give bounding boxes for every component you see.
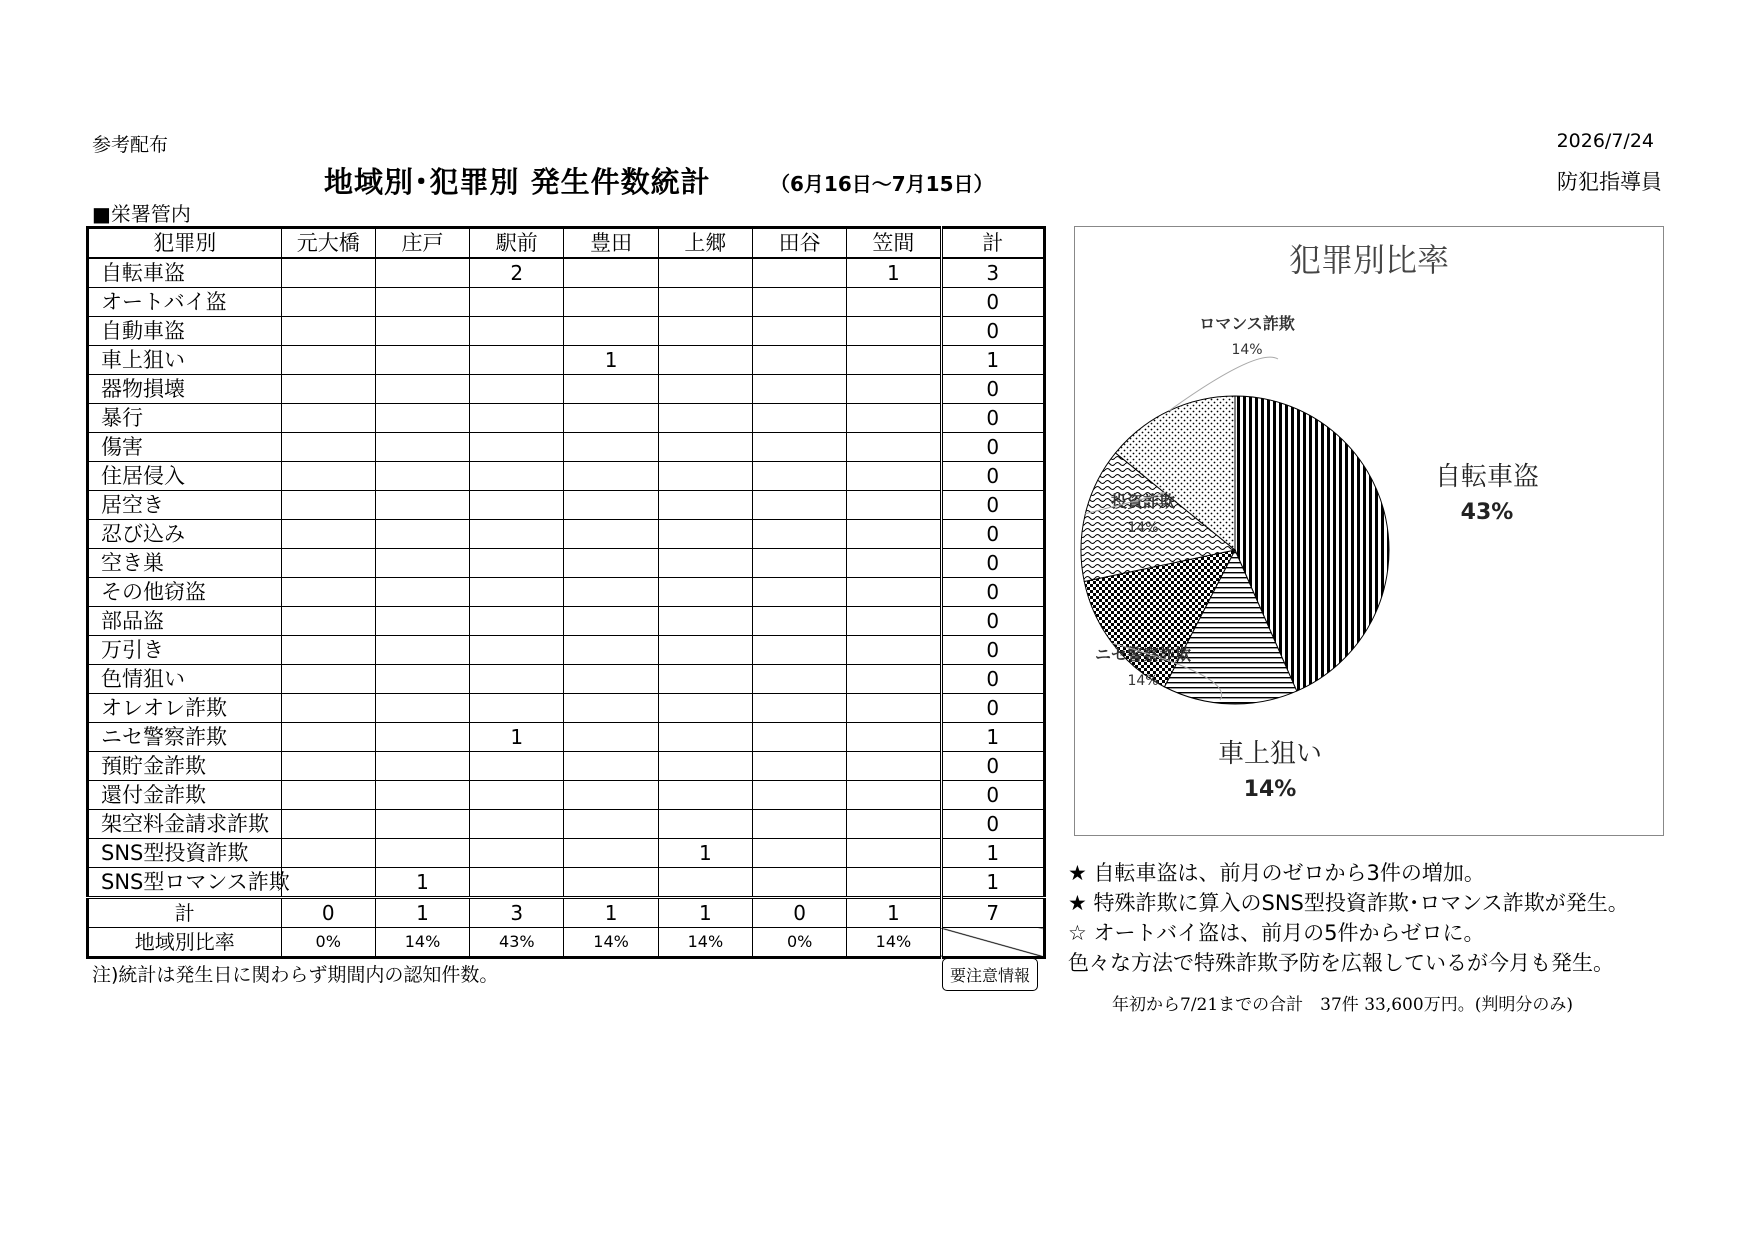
column-header: 田谷 [753,228,847,259]
table-cell [753,607,847,636]
table-cell: 0% [753,928,847,958]
crime-type-label: 色情狙い [88,665,282,694]
table-cell: 14% [375,928,469,958]
alert-badge: 要注意情報 [942,958,1038,991]
row-total: 3 [941,258,1044,288]
table-cell [470,520,564,549]
table-cell [470,433,564,462]
pie-label: 投資詐欺 [1110,492,1176,511]
crime-type-label: 還付金詐欺 [88,781,282,810]
table-cell [375,375,469,404]
table-cell [658,549,752,578]
table-cell [375,346,469,375]
table-cell [375,752,469,781]
table-cell: 14% [847,928,941,958]
row-total: 0 [941,520,1044,549]
distribution-label: 参考配布 [92,134,169,156]
table-cell [753,868,847,898]
pie-label: 自転車盗 [1435,462,1540,492]
column-header: 豊田 [564,228,658,259]
crime-type-label: 空き巣 [88,549,282,578]
crime-type-label: 預貯金詐欺 [88,752,282,781]
table-cell [658,462,752,491]
table-cell [375,839,469,868]
table-cell [470,665,564,694]
crime-type-label: 居空き [88,491,282,520]
table-cell [847,810,941,839]
table-cell [564,636,658,665]
crime-type-label: SNS型投資詐欺 [88,839,282,868]
crime-type-label: ニセ警察詐欺 [88,723,282,752]
table-cell [847,288,941,317]
table-cell [564,433,658,462]
pie-label: ニセ警察詐欺 [1094,645,1192,664]
crime-type-label: 忍び込み [88,520,282,549]
row-total: 0 [941,317,1044,346]
table-cell [753,462,847,491]
table-cell [753,491,847,520]
table-cell [753,665,847,694]
table-cell [470,781,564,810]
table-cell [658,810,752,839]
row-total: 0 [941,752,1044,781]
table-cell [564,781,658,810]
table-cell [375,636,469,665]
table-cell [847,549,941,578]
table-cell [375,462,469,491]
author-label: 防犯指導員 [1557,170,1662,194]
table-cell [281,462,375,491]
table-cell: 2 [470,258,564,288]
table-cell [564,520,658,549]
table-row [88,694,1045,723]
table-cell [847,665,941,694]
table-cell [564,317,658,346]
table-cell [281,520,375,549]
column-header: 庄戸 [375,228,469,259]
table-cell [753,258,847,288]
table-cell [753,346,847,375]
table-cell [847,607,941,636]
table-cell [281,375,375,404]
crime-type-label: 自動車盗 [88,317,282,346]
table-cell [847,520,941,549]
table-cell [281,781,375,810]
diagonal-cell [941,928,1044,958]
table-cell [564,491,658,520]
table-cell [470,375,564,404]
table-cell [564,723,658,752]
summary-item: ☆ オートバイ盗は、前月の5件からゼロに。 [1068,921,1485,945]
crime-type-label: 車上狙い [88,346,282,375]
table-cell [375,607,469,636]
table-cell [281,752,375,781]
pie-percent-label: 14% [1127,673,1159,689]
table-row [88,346,1045,375]
totals-row [88,898,1045,928]
table-cell [281,404,375,433]
table-cell: 1 [847,898,941,928]
pie-label: ロマンス詐欺 [1199,314,1295,333]
table-cell [564,258,658,288]
table-cell [753,549,847,578]
table-cell [658,433,752,462]
pie-chart-frame [1074,226,1664,836]
table-cell [281,288,375,317]
table-cell: 14% [658,928,752,958]
table-cell [375,491,469,520]
pie-percent-label: 14% [1243,777,1297,802]
column-header: 元大橋 [281,228,375,259]
table-cell [470,810,564,839]
table-row [88,288,1045,317]
table-cell [375,549,469,578]
column-header: 犯罪別 [88,228,282,259]
pie-label: 車上狙い [1217,739,1323,769]
crime-type-label: 器物損壊 [88,375,282,404]
row-total: 0 [941,549,1044,578]
table-cell [281,491,375,520]
table-cell [375,810,469,839]
row-total: 0 [941,694,1044,723]
table-row [88,781,1045,810]
table-cell [564,462,658,491]
table-cell [470,462,564,491]
table-cell [847,636,941,665]
table-cell [847,868,941,898]
table-cell [658,404,752,433]
table-row [88,317,1045,346]
table-cell [281,433,375,462]
table-cell [847,694,941,723]
row-total: 0 [941,462,1044,491]
table-cell [470,636,564,665]
table-cell [847,375,941,404]
table-cell [470,694,564,723]
table-row [88,636,1045,665]
totals-label: 計 [88,898,282,928]
table-cell: 1 [564,898,658,928]
table-cell [658,578,752,607]
crime-type-label: 架空料金請求詐欺 [88,810,282,839]
table-cell [658,607,752,636]
table-cell: 1 [847,258,941,288]
table-cell [847,404,941,433]
table-cell [564,288,658,317]
table-cell: 1 [375,868,469,898]
table-cell [847,752,941,781]
chart-title: 犯罪別比率 [1288,241,1450,279]
column-header: 駅前 [470,228,564,259]
row-total: 0 [941,375,1044,404]
table-cell [753,636,847,665]
table-cell [753,723,847,752]
table-cell [281,258,375,288]
table-cell [658,520,752,549]
report-date: 2026/7/24 [1556,130,1654,152]
table-cell [281,665,375,694]
table-cell [753,520,847,549]
row-total: 1 [941,868,1044,898]
table-cell [375,404,469,433]
crime-type-label: 傷害 [88,433,282,462]
table-cell [281,607,375,636]
table-cell [847,781,941,810]
table-row [88,491,1045,520]
table-cell [847,491,941,520]
table-row [88,810,1045,839]
row-total: 0 [941,636,1044,665]
table-cell [564,607,658,636]
table-cell [753,404,847,433]
table-header-row [88,228,1045,259]
table-cell [658,868,752,898]
table-cell [753,781,847,810]
table-cell [753,288,847,317]
table-cell [658,694,752,723]
table-cell [658,375,752,404]
row-total: 0 [941,491,1044,520]
pie-percent-label: 43% [1460,500,1514,525]
table-cell [281,346,375,375]
table-cell [658,491,752,520]
table-cell [281,694,375,723]
table-cell [470,346,564,375]
table-cell [753,375,847,404]
table-cell [658,636,752,665]
table-cell [847,433,941,462]
table-cell [375,694,469,723]
table-cell: 43% [470,928,564,958]
row-total: 1 [941,723,1044,752]
table-cell [658,317,752,346]
table-row [88,549,1045,578]
table-cell [281,868,375,898]
column-header: 計 [941,228,1044,259]
table-cell [470,752,564,781]
table-cell [470,868,564,898]
table-cell [470,491,564,520]
crime-stats-table [86,226,1046,959]
table-row [88,433,1045,462]
table-row [88,375,1045,404]
table-cell [470,317,564,346]
page-title: 地域別･犯罪別 発生件数統計 [324,165,711,199]
table-cell: 0 [281,898,375,928]
table-cell [375,520,469,549]
table-row [88,258,1045,288]
ytd-total-note: 年初から7/21までの合計 37件 33,600万円。(判明分のみ) [1112,995,1573,1015]
table-cell [375,288,469,317]
summary-notes [1068,858,1629,978]
crime-type-label: オレオレ詐欺 [88,694,282,723]
table-cell [658,346,752,375]
table-cell [753,317,847,346]
table-row [88,578,1045,607]
table-cell [658,288,752,317]
crime-type-label: SNS型ロマンス詐欺 [88,868,282,898]
table-cell [753,839,847,868]
table-cell [753,578,847,607]
table-row [88,868,1045,898]
row-total: 0 [941,665,1044,694]
table-cell [658,258,752,288]
row-total: 0 [941,433,1044,462]
row-total: 0 [941,607,1044,636]
table-cell [375,317,469,346]
table-cell [375,258,469,288]
ratio-label: 地域別比率 [88,928,282,958]
table-cell [847,839,941,868]
table-cell [753,433,847,462]
grand-total: 7 [941,898,1044,928]
table-cell [281,549,375,578]
table-cell [281,839,375,868]
table-cell [564,404,658,433]
table-row [88,520,1045,549]
row-total: 0 [941,288,1044,317]
table-cell [847,578,941,607]
table-cell [375,781,469,810]
summary-item: ★ 特殊詐欺に算入のSNS型投資詐欺･ロマンス詐欺が発生。 [1068,891,1629,915]
table-cell: 1 [564,346,658,375]
table-cell [847,346,941,375]
table-cell: 1 [658,839,752,868]
table-cell [375,433,469,462]
crime-type-label: その他窃盗 [88,578,282,607]
table-cell [658,665,752,694]
crime-type-label: 万引き [88,636,282,665]
area-label: ■栄署管内 [92,202,191,226]
table-cell [753,810,847,839]
table-cell [375,665,469,694]
pie-percent-label: 14% [1127,520,1159,536]
ratio-row [88,928,1045,958]
row-total: 1 [941,346,1044,375]
row-total: 1 [941,839,1044,868]
table-cell: 1 [658,898,752,928]
table-cell: 14% [564,928,658,958]
row-total: 0 [941,781,1044,810]
pie-chart [1075,227,1663,835]
table-cell [470,839,564,868]
summary-item: ★ 自転車盗は、前月のゼロから3件の増加。 [1068,861,1485,885]
table-cell [658,723,752,752]
crime-type-label: 暴行 [88,404,282,433]
pie-percent-label: 14% [1231,342,1263,358]
table-cell [564,839,658,868]
crime-type-label: オートバイ盗 [88,288,282,317]
crime-type-label: 自転車盗 [88,258,282,288]
row-total: 0 [941,404,1044,433]
table-cell: 0% [281,928,375,958]
table-cell: 3 [470,898,564,928]
table-cell [470,578,564,607]
table-cell [564,375,658,404]
table-cell [470,288,564,317]
table-row [88,404,1045,433]
crime-type-label: 住居侵入 [88,462,282,491]
table-cell: 1 [470,723,564,752]
table-cell [564,549,658,578]
table-cell [564,694,658,723]
table-row [88,665,1045,694]
row-total: 0 [941,810,1044,839]
table-cell [281,636,375,665]
table-cell [564,752,658,781]
table-cell [847,723,941,752]
table-row [88,752,1045,781]
table-row [88,462,1045,491]
table-cell: 1 [375,898,469,928]
column-header: 笠間 [847,228,941,259]
table-row [88,607,1045,636]
row-total: 0 [941,578,1044,607]
table-cell [281,810,375,839]
table-cell [753,694,847,723]
table-cell [375,723,469,752]
table-cell [658,781,752,810]
summary-item: 色々な方法で特殊詐欺予防を広報しているが今月も発生。 [1068,951,1614,975]
table-cell [847,462,941,491]
table-cell [281,317,375,346]
table-cell: 0 [753,898,847,928]
crime-type-label: 部品盗 [88,607,282,636]
table-cell [753,752,847,781]
table-cell [564,665,658,694]
table-cell [470,404,564,433]
table-cell [281,578,375,607]
table-cell [470,607,564,636]
table-cell [281,723,375,752]
table-row [88,723,1045,752]
table-cell [847,317,941,346]
table-cell [564,578,658,607]
table-cell [564,868,658,898]
table-cell [375,578,469,607]
table-cell [470,549,564,578]
footnote: 注)統計は発生日に関わらず期間内の認知件数。 [92,964,499,986]
table-cell [658,752,752,781]
table-cell [564,810,658,839]
column-header: 上郷 [658,228,752,259]
period-label: （6月16日～7月15日） [770,172,994,196]
table-row [88,839,1045,868]
